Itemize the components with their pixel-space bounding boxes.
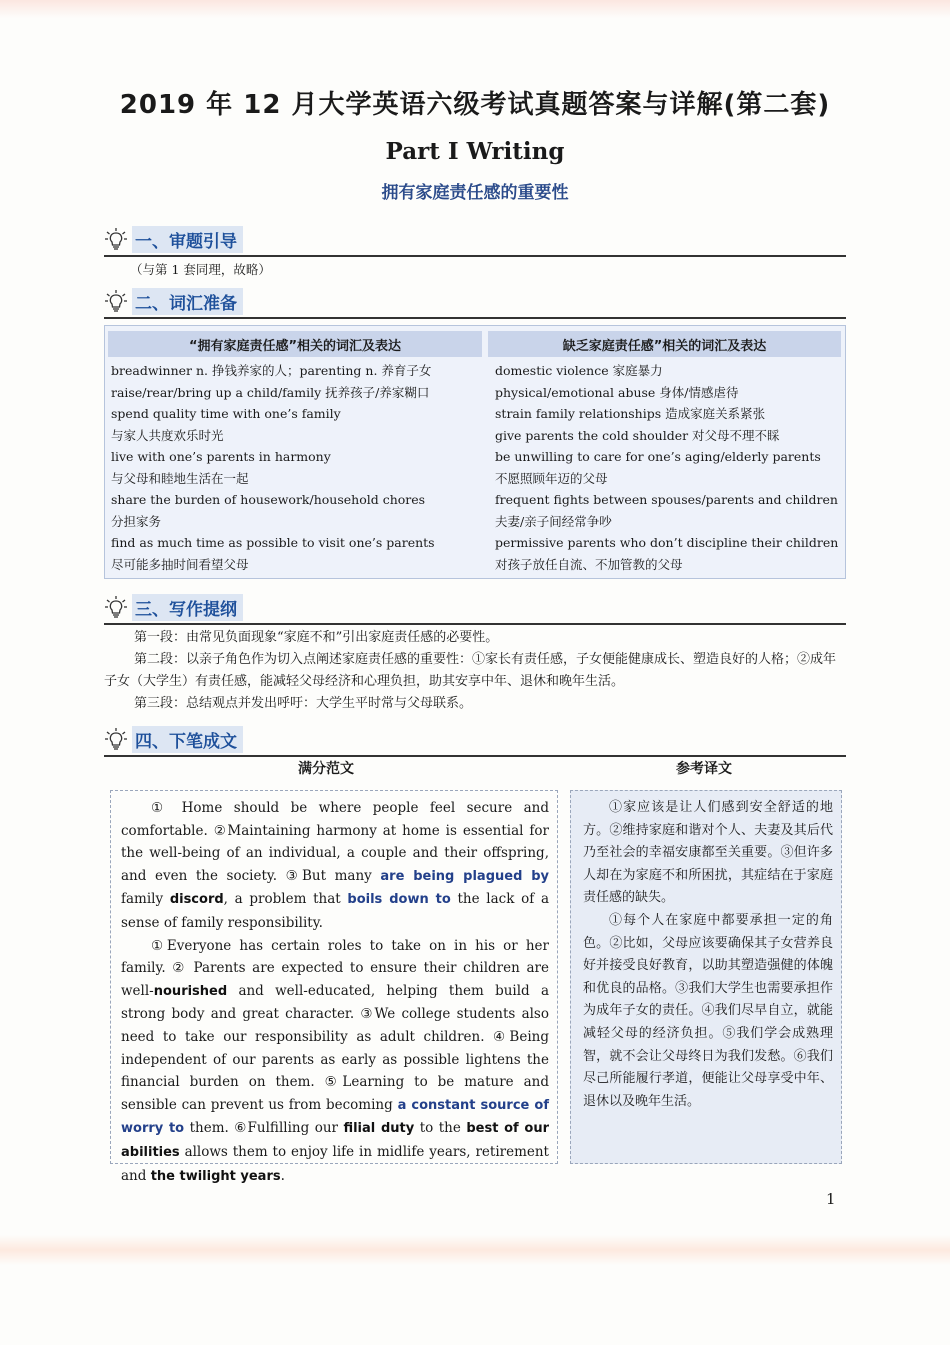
outline-paragraph-3: 第三段：总结观点并发出呼吁：大学生平时常与父母联系。 [134,696,473,711]
vocab-line: breadwinner n. 挣钱养家的人；parenting n. 养育子女 [111,363,432,378]
reference-translation [570,790,842,1164]
essay-text: , a problem that [223,891,348,908]
vocab-line: 分担家务 [111,513,162,529]
vocab-column-negative [495,360,840,575]
vocab-line: spend quality time with one’s family [111,406,341,421]
vocab-line: permissive parents who don’t discipline their children [495,535,839,550]
essay-text: ① Home should be where people feel secure and comfortable. ②Maintaining harmony at home is essential for the well-being of an individual, a couple and their offspring, and even the society. ③But many [121,800,549,884]
highlight-phrase: nourished [153,983,228,999]
highlight-phrase: filial duty [343,1121,415,1137]
essay-text: ①Everyone has certain roles to take on in his or her family. ② Parents are expected to ensure their children are well- [121,937,549,999]
page-edge-bottom [0,1235,950,1265]
vocab-line: domestic violence 家庭暴力 [495,363,663,378]
highlight-phrase: best of our abilities [121,1121,550,1160]
section-4-label: 四、下笔成文 [132,726,243,753]
vocab-line: 夫妻/亲子间经常争吵 [495,513,612,529]
page-title: 2019 年 12 月大学英语六级考试真题答案与详解(第二套) [119,90,831,120]
vocab-line: 尽可能多抽时间看望父母 [111,556,249,572]
lightbulb-icon [104,595,128,619]
highlight-phrase: are being plagued by [380,868,549,884]
section-1-heading [104,226,243,252]
essay-text: the lack of a sense of family responsibility. [121,891,549,931]
essay-paragraph-2 [111,935,557,1189]
essay-header: 满分范文 [298,761,354,777]
vocab-line: 与家人共度欢乐时光 [111,427,224,443]
outline-paragraph-1: 第一段：由常见负面现象“家庭不和”引出家庭责任感的必要性。 [134,630,499,645]
section-3-label: 三、写作提纲 [132,594,243,621]
vocab-line: raise/rear/bring up a child/family 抚养孩子/养家糊口 [111,384,430,400]
vocab-line: share the burden of housework/household chores [111,492,426,507]
page-edge-top [0,0,950,18]
highlight-phrase: a constant source of worry to [121,1097,549,1137]
section-3-heading [104,594,243,620]
highlight-phrase: the twilight years [150,1168,281,1184]
lightbulb-icon [104,227,128,251]
vocab-line: 不愿照顾年迈的父母 [495,470,608,486]
divider [104,317,846,319]
part-heading: Part I Writing [385,138,565,165]
outline-paragraph-2: 第二段：以亲子角色作为切入点阐述家庭责任感的重要性：①家长有责任感，子女便能健康成长、塑造良好的人格；②成年子女（大学生）有责任感，能减轻父母经济和心理负担，助其安享中年、退休和晚年生活。 [104,652,837,689]
section-2-label: 二、词汇准备 [132,288,243,315]
writing-outline [104,627,846,715]
translation-paragraph-2: ①每个人在家庭中都要承担一定的角色。②比如，父母应该要确保其子女营养良好并接受良好教育，以助其塑造强健的体魄和优良的品格。③我们大学生也需要承担作为成年子女的责任。④我们尽早自立，就能减轻父母的经济负担。⑤我们学会成熟理智，就不会让父母终日为我们发愁。⑥我们尽己所能履行孝道，便能让父母享受中年、退休以及晚年生活。 [583,912,833,1109]
vocab-line: live with one’s parents in harmony [111,449,331,464]
essay-text: them. ⑥Fulfilling our [184,1120,344,1137]
vocab-line: strain family relationships 造成家庭关系紧张 [495,406,766,421]
translation-paragraph-1: ①家应该是让人们感到安全舒适的地方。②维持家庭和谐对个人、夫妻及其后代乃至社会的幸福安康都至关重要。③但许多人却在为家庭不和所困扰，其症结在于家庭责任感的缺失。 [583,800,833,906]
essay-paragraph-1 [111,797,557,935]
vocab-line: give parents the cold shoulder 对父母不理不睬 [495,427,780,443]
lightbulb-icon [104,727,128,751]
vocab-line: frequent fights between spouses/parents and children [495,492,838,507]
essay-text: . [280,1167,285,1184]
divider [104,623,846,625]
essay-text: allows them to enjoy life in midlife years, retirement and [121,1143,549,1184]
essay-text: and well-educated, helping them build a strong body and great character. ③We college students also need to take our responsibility as adult children. ④Being independent of our parents as early as possible lightens the financial burden on them. ⑤Learning to be mature and sensible can prevent us from becoming [121,982,549,1113]
page-number: 1 [826,1190,836,1208]
essay-text: to the [414,1120,467,1137]
section-2-heading [104,288,243,314]
vocab-table [104,325,846,579]
topic-heading: 拥有家庭责任感的重要性 [381,183,569,203]
vocab-header-negative: 缺乏家庭责任感”相关的词汇及表达 [488,331,841,357]
section-1-label: 一、审题引导 [132,226,243,253]
model-essay [110,790,558,1184]
section-4-heading [104,726,243,752]
essay-text: family [121,891,170,908]
vocab-line: physical/emotional abuse 身体/情感虐待 [495,384,739,400]
vocab-line: find as much time as possible to visit one’s parents [111,535,435,550]
translation-header: 参考译文 [676,761,732,777]
lightbulb-icon [104,289,128,313]
vocab-line: be unwilling to care for one’s aging/elderly parents [495,449,821,464]
highlight-phrase: discord [169,892,224,908]
vocab-header-positive: “拥有家庭责任感”相关的词汇及表达 [108,331,482,357]
divider [104,755,846,757]
vocab-column-positive [111,360,481,575]
highlight-phrase: boils down to [347,892,451,908]
vocab-line: 与父母和睦地生活在一起 [111,470,249,486]
vocab-line: 对孩子放任自流、不加管教的父母 [495,556,683,572]
section-1-note: （与第 1 套同理，故略） [130,262,271,277]
divider [104,255,846,257]
